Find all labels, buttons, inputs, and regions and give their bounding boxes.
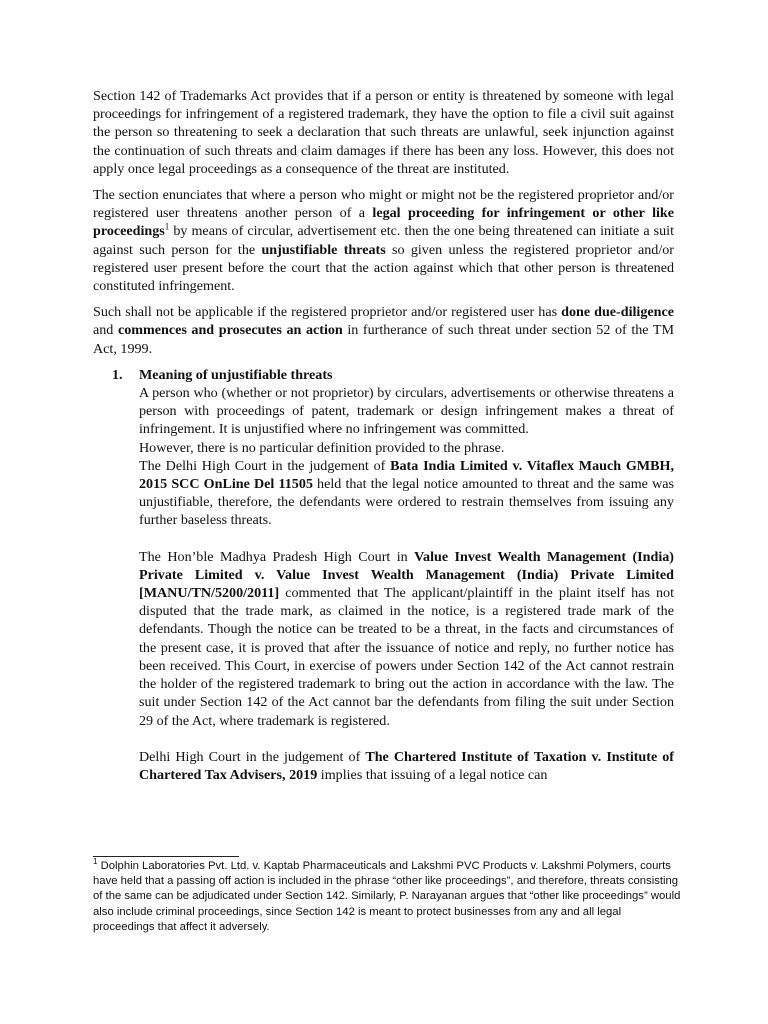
list-paragraph: However, there is no particular definition provided to the phrase. [139, 439, 505, 456]
footnote-number: 1 [93, 857, 98, 867]
paragraph-section-enunciates: The section enunciates that where a person who might or might not be the registered proprietor and/or registered user threatens another person of a legal proceeding for infringement or other like proceedings$^1$ by means of circular, advertisement etc. then the one being threatened can initiate a suit against such person for the unjustifiable threats so given unless the registered proprietor and/or registered user present before the court that the action against which that other person is threatened constituted infringement. [93, 187, 674, 295]
body-text [93, 87, 674, 784]
case-citation: Value Invest Wealth Management (India) Private Limited v. Value Invest Wealth Management (India) Private Limited [MANU/TN/5200/2011] [139, 548, 674, 602]
bold-phrase: commences and prosecutes an action [117, 322, 343, 339]
list-number: 1. [112, 366, 123, 383]
case-citation: Bata India Limited v. Vitaflex Mauch GMBH, 2015 SCC OnLine Del 11505 [139, 457, 674, 493]
paragraph-intro: Section 142 of Trademarks Act provides that if a person or entity is threatened by someone with legal proceedings for infringement of a registered trademark, they have the option to file a civil suit against the person so threatening to seek a declaration that such threats are unlawful, seek injunction against the continuation of such threats and claim damages if there has been any loss. However, this does not apply once legal proceedings as a consequence of the threat are instituted. [93, 88, 674, 177]
list-item-meaning [112, 366, 675, 784]
list-heading: Meaning of unjustifiable threats [139, 366, 333, 383]
paragraph-exception: Such shall not be applicable if the registered proprietor and/or registered user has done due-diligence and commences and prosecutes an action in furtherance of such threat under section 52 of the TM Act, 1999. [93, 304, 675, 357]
bold-phrase: legal proceeding for infringement or other like proceedings [93, 205, 674, 240]
case-bata-india: The Delhi High Court in the judgement of Bata India Limited v. Vitaflex Mauch GMBH, 2015 SCC OnLine Del 11505 held that the legal notice amounted to threat and the same was unjustifiable, therefore, the defendants were ordered to restrain themselves from issuing any further baseless threats. [139, 457, 674, 529]
bold-phrase: unjustifiable threats [261, 241, 386, 258]
footnote-reference[interactable]: 1 [164, 221, 170, 232]
footnote: $^1$ Dolphin Laboratories Pvt. Ltd. v. Kaptab Pharmaceuticals and Lakshmi PVC Products v. Lakshmi Polymers, courts have held that a passing off action is included in the phrase “other like proceedings”, and therefore, threats consisting of the same can be adjudicated under Section 142. Similarly, P. Narayanan argues that “other like proceedings” would also include criminal proceedings, since Section 142 is meant to protect businesses from any and all legal proceedings that affect it adversely. [93, 857, 681, 933]
list-paragraph: A person who (whether or not proprietor) by circulars, advertisements or otherwise threatens a person with proceedings of patent, trademark or design infringement makes a threat of infringement. It is unjustified where no infringement was committed. [139, 385, 674, 438]
case-value-invest: The Hon’ble Madhya Pradesh High Court in Value Invest Wealth Management (India) Private Limited v. Value Invest Wealth Management (India) Private Limited [MANU/TN/5200/2011] commented that The applicant/plaintiff in the plaint itself has not disputed that the trade mark, as claimed in the notice, is a registered trade mark of the defendants. Though the notice can be treated to be a threat, in the facts and circumstances of the present case, it is proved that after the issuance of notice and reply, no further notice has been received. This Court, in exercise of powers under Section 142 of the Act cannot restrain the holder of the registered trademark to bring out the action in accordance with the law. The suit under Section 142 of the Act cannot bar the defendants from filing the suit under Section 29 of the Act, where trademark is registered. [139, 548, 674, 729]
case-citation: The Chartered Institute of Taxation v. Institute of Chartered Tax Advisers, 2019 [139, 748, 675, 783]
case-chartered-institute: Delhi High Court in the judgement of The Chartered Institute of Taxation v. Institute of Chartered Tax Advisers, 2019 implies that issuing of a legal notice can [139, 748, 675, 783]
footnote-divider [93, 856, 239, 857]
bold-phrase: done due-diligence [561, 304, 674, 321]
